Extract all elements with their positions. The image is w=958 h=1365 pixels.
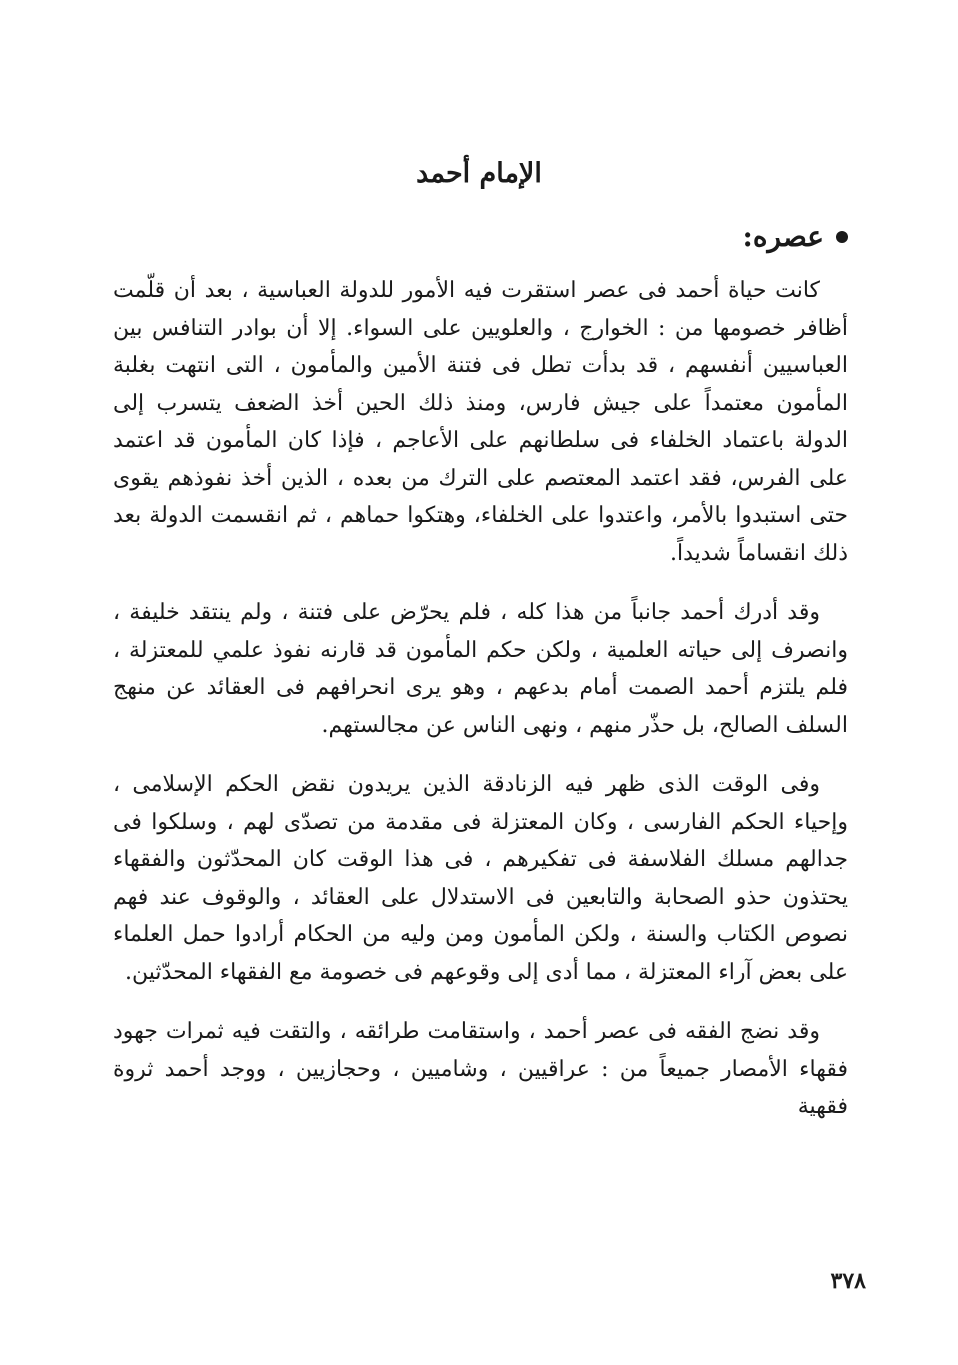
section-heading [743, 220, 848, 253]
paragraph-2: وقد أدرك أحمد جانباً من هذا كله ، فلم يحرّض على فتنة ، ولم ينتقد خليفة ، وانصرف إلى حياته العلمية ، ولكن حكم المأمون قد قارنه نفوذ علمي للمعتزلة ، فلم يلتزم أحمد الصمت أمام بدعهم ، وهو يرى انحرافهم فى العقائد عن منهج السلف الصالح، بل حذّر منهم ، ونهى الناس عن مجالستهم. [113, 600, 848, 738]
section-heading-label: عصره: [742, 220, 824, 253]
page-title: الإمام أحمد [416, 158, 542, 189]
bullet-icon [836, 231, 848, 243]
paragraph-4: وقد نضج الفقه فى عصر أحمد ، واستقامت طرائقه ، والتقت فيه ثمرات جهود فقهاء الأمصار جميعاً من : عراقيين ، وشاميين ، وحجازيين ، ووجد أحمد ثروة فقهية [113, 1019, 848, 1119]
page-number: ٣٧٨ [830, 1268, 866, 1294]
paragraph-1: كانت حياة أحمد فى عصر استقرت فيه الأمور للدولة العباسية ، بعد أن قلّمت أظافر خصومها من : الخوارج ، والعلويين على السواء. إلا أن بوادر التنافس بين العباسيين أنفسهم ، قد بدأت تطل فى فتنة الأمين والمأمون ، التى انتهت بغلبة المأمون معتمداً على جيش فارس، ومنذ ذلك الحين أخذ الضعف يتسرب إلى الدولة باعتماد الخلفاء فى سلطانهم على الأعاجم ، فإذا كان المأمون قد اعتمد على الفرس، فقد اعتمد المعتصم على الترك من بعده ، الذين أخذ نفوذهم يقوى حتى استبدوا بالأمر، واعتدوا على الخلفاء، وهتكوا حماهم ، ثم انقسمت الدولة بعد ذلك انقساماً شديداً. [113, 278, 848, 566]
paragraph-3: وفى الوقت الذى ظهر فيه الزنادقة الذين يريدون نقض الحكم الإسلامى ، وإحياء الحكم الفارسى ، وكان المعتزلة فى مقدمة من تصدّى لهم ، وسلكوا فى جدالهم مسلك الفلاسفة فى تفكيرهم ، فى هذا الوقت كان المحدّثون والفقهاء يحتذون حذو الصحابة والتابعين فى الاستدلال على العقائد ، والوقوف عند فهم نصوص الكتاب والسنة ، ولكن المأمون ومن وليه من الحكام أرادوا حمل العلماء على بعض آراء المعتزلة ، مما أدى إلى وقوعهم فى خصومة مع الفقهاء المحدّثين. [113, 772, 848, 985]
body-text [113, 272, 848, 1148]
